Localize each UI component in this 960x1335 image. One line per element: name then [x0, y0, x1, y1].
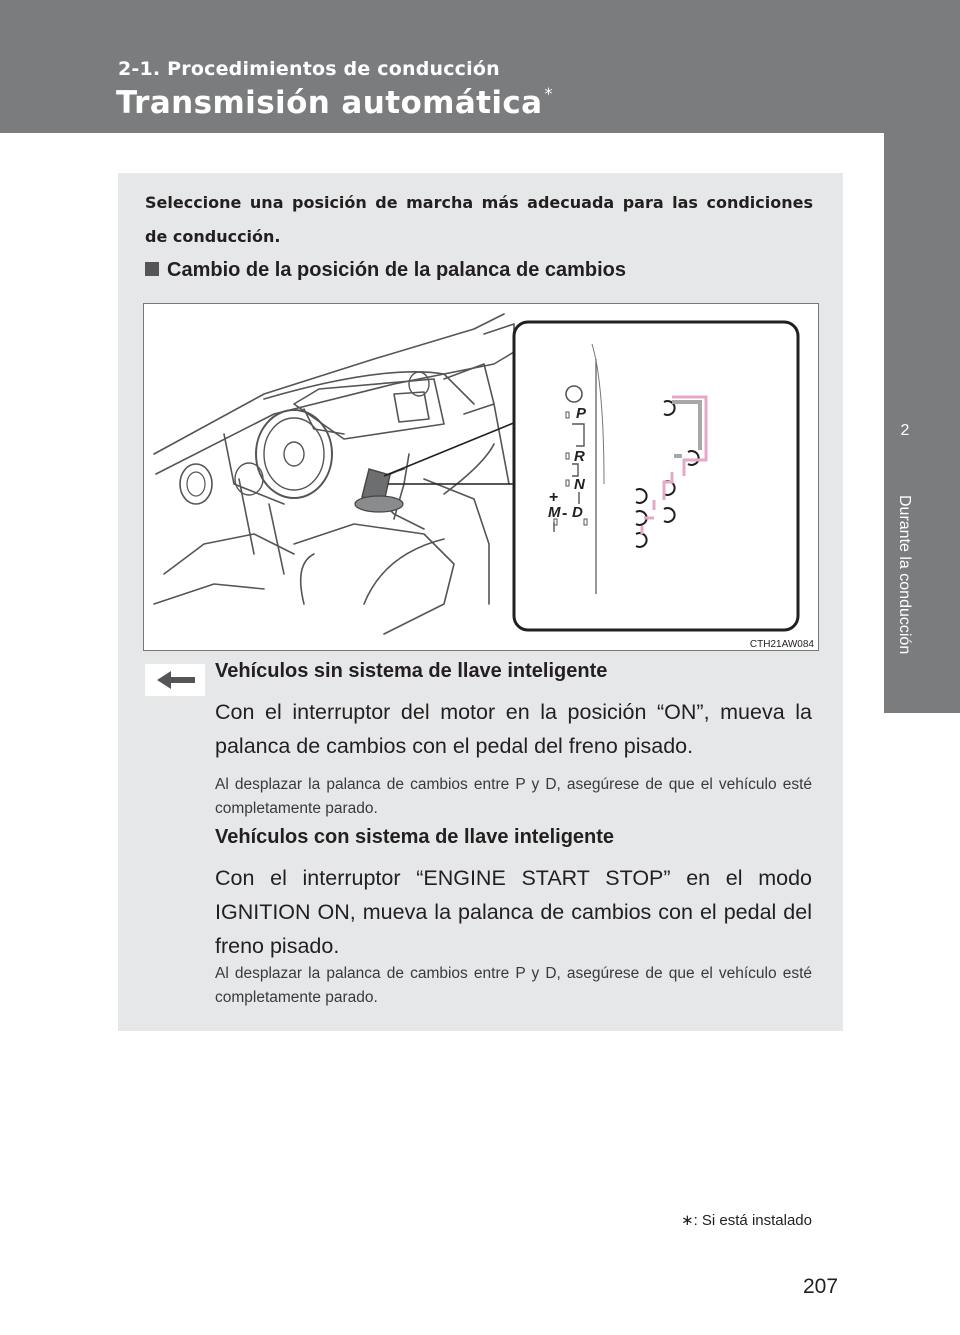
gate-label-p: P — [576, 405, 587, 422]
footnote — [681, 1211, 812, 1229]
gate-label-plus: + — [549, 489, 559, 506]
footnote-marker: ∗ — [681, 1212, 694, 1229]
shift-lever-figure — [143, 303, 819, 651]
block-heading-smart-key: Vehículos con sistema de llave inteligente — [215, 826, 615, 848]
gate-label-minus: - — [562, 505, 568, 522]
sub-heading-text: Cambio de la posición de la palanca de cambios — [167, 259, 627, 281]
side-tab-number: 2 — [900, 422, 910, 439]
left-arrow-icon — [145, 664, 205, 696]
block-heading-no-smart-key: Vehículos sin sistema de llave inteligente — [215, 660, 608, 682]
sub-heading — [145, 259, 626, 282]
arrow-tag — [145, 664, 205, 696]
block-body-no-smart-key: Con el interruptor del motor en la posición “ON”, mueva la palanca de cambios con el pedal del freno pisado. — [215, 700, 812, 758]
shift-gate-inset — [514, 322, 798, 630]
gate-label-d: D — [572, 504, 583, 521]
car-interior-illustration — [144, 304, 818, 650]
gate-label-r: R — [574, 448, 585, 465]
page-title — [116, 84, 553, 121]
block-note-no-smart-key: Al desplazar la palanca de cambios entre P y D, asegúrese de que el vehículo esté completamente parado. — [215, 776, 812, 817]
gate-label-n: N — [574, 476, 585, 493]
intro-text: Seleccione una posición de marcha más adecuada para las condiciones de conducción. — [145, 193, 813, 246]
square-bullet-icon — [145, 262, 159, 276]
figure-code: CTH21AW084 — [749, 639, 814, 650]
page-number: 207 — [803, 1275, 839, 1298]
footnote-text: : Si está instalado — [693, 1212, 812, 1229]
gate-label-m: M — [548, 504, 561, 521]
block-body-smart-key: Con el interruptor “ENGINE START STOP” en el modo IGNITION ON, mueva la palanca de cambios con el pedal del freno pisado. — [215, 866, 812, 958]
block-note-smart-key: Al desplazar la palanca de cambios entre P y D, asegúrese de que el vehículo esté completamente parado. — [215, 965, 812, 1006]
section-label: 2-1. Procedimientos de conducción — [118, 58, 500, 80]
title-marker: * — [544, 84, 553, 103]
page-title-text: Transmisión automática — [116, 85, 543, 121]
side-tab-label: Durante la conducción — [896, 495, 913, 655]
